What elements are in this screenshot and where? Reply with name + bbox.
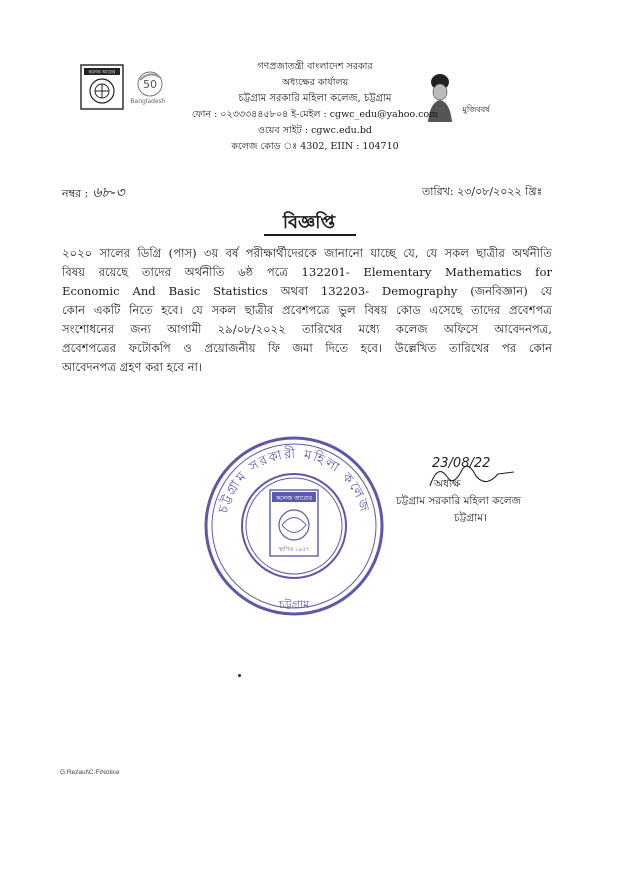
- body-line-5: সংশোধনের জন্য আগামী ২৯/০৮/২০২২ তারিখের মধ্যে কলেজ অফিসে আবেদনপত্র,: [62, 322, 552, 336]
- portrait-caption: মুজিববর্ষ: [462, 105, 490, 114]
- college-logo: [80, 64, 124, 110]
- title-underline: [264, 234, 356, 236]
- body-line-3: Economic And Basic Statistics অথবা 132203- Demography (জনবিজ্ঞান) যে: [62, 284, 552, 298]
- memo-date: তারিখ: ২৩/০৮/২০২২ খ্রিঃ: [422, 185, 543, 198]
- header-line-website: ওয়েব সাইট : cgwc.edu.bd: [258, 125, 372, 136]
- college-logo-text: কলেজ আরোর: [88, 70, 116, 76]
- signatory-city: চট্টগ্রাম।: [454, 512, 487, 524]
- memo-number: [62, 181, 125, 205]
- bicentenary-number: 50: [143, 78, 157, 91]
- signature-date: 23/08/22: [432, 456, 491, 471]
- body-line-7: আবেদনপত্র গ্রহণ করা হবে না।: [62, 360, 203, 374]
- stray-dot: [238, 674, 241, 677]
- body-line-1: ২০২০ সালের ডিগ্রি (পাস) ৩য় বর্ষ পরীক্ষার্থীদেরকে জানানো যাচ্ছে যে, যে সকল ছাত্রীর অর্থনীতি: [62, 246, 552, 260]
- body-line-4: কোন একটি নিতে হবে। যে সকল ছাত্রীর প্রবেশপত্রে ভুল বিষয় কোড এসেছে তাদের প্রবেশপত্র: [62, 303, 552, 317]
- official-seal: [196, 430, 392, 618]
- header-line-college: চট্টগ্রাম সরকারি মহিলা কলেজ, চট্টগ্রাম: [238, 93, 392, 104]
- file-code: G:Rezaul\C.F\Notice: [60, 769, 120, 776]
- body-line-6: প্রবেশপত্রের ফটোকপি ও প্রয়োজনীয় ফি জমা দিতে হবে। উল্লেখিত তারিখের পর কোন: [62, 341, 552, 355]
- body-line-2: বিষয় রয়েছে তাদের অর্থনীতি ৬ষ্ঠ পত্রে 132201- Elementary Mathematics for: [62, 265, 552, 279]
- header-line-office: অধ্যক্ষের কার্যালয়: [281, 77, 349, 88]
- seal-ring-text: চট্টগ্রাম সরকারী মহিলা কলেজ: [216, 446, 372, 515]
- seal-year-text: স্থাপিত ১৯৫৭: [278, 547, 310, 553]
- signatory-title: অধ্যক্ষ: [434, 478, 461, 490]
- signatory-institution: চট্টগ্রাম সরকারি মহিলা কলেজ: [396, 495, 521, 507]
- bicentenary-text: Bangladesh: [130, 98, 166, 105]
- memo-number-value: ৬৮-৩: [92, 185, 125, 201]
- seal-bottom-text: চট্টগ্রাম: [278, 598, 310, 611]
- header-line-government: গণপ্রজাতন্ত্রী বাংলাদেশ সরকার: [257, 61, 373, 72]
- memo-number-label: নম্বর :: [62, 187, 89, 200]
- header-line-codes: কলেজ কোড ঃ 4302, EIIN : 104710: [231, 141, 399, 152]
- header-line-contact: ফোন : ০২৩৩৩৪৪৫৮০৪ ই-মেইল : cgwc_edu@yahoo.com: [191, 109, 439, 120]
- notice-title: বিজ্ঞপ্তি: [282, 212, 336, 233]
- seal-center-text: কলেজ আরোর: [275, 495, 313, 502]
